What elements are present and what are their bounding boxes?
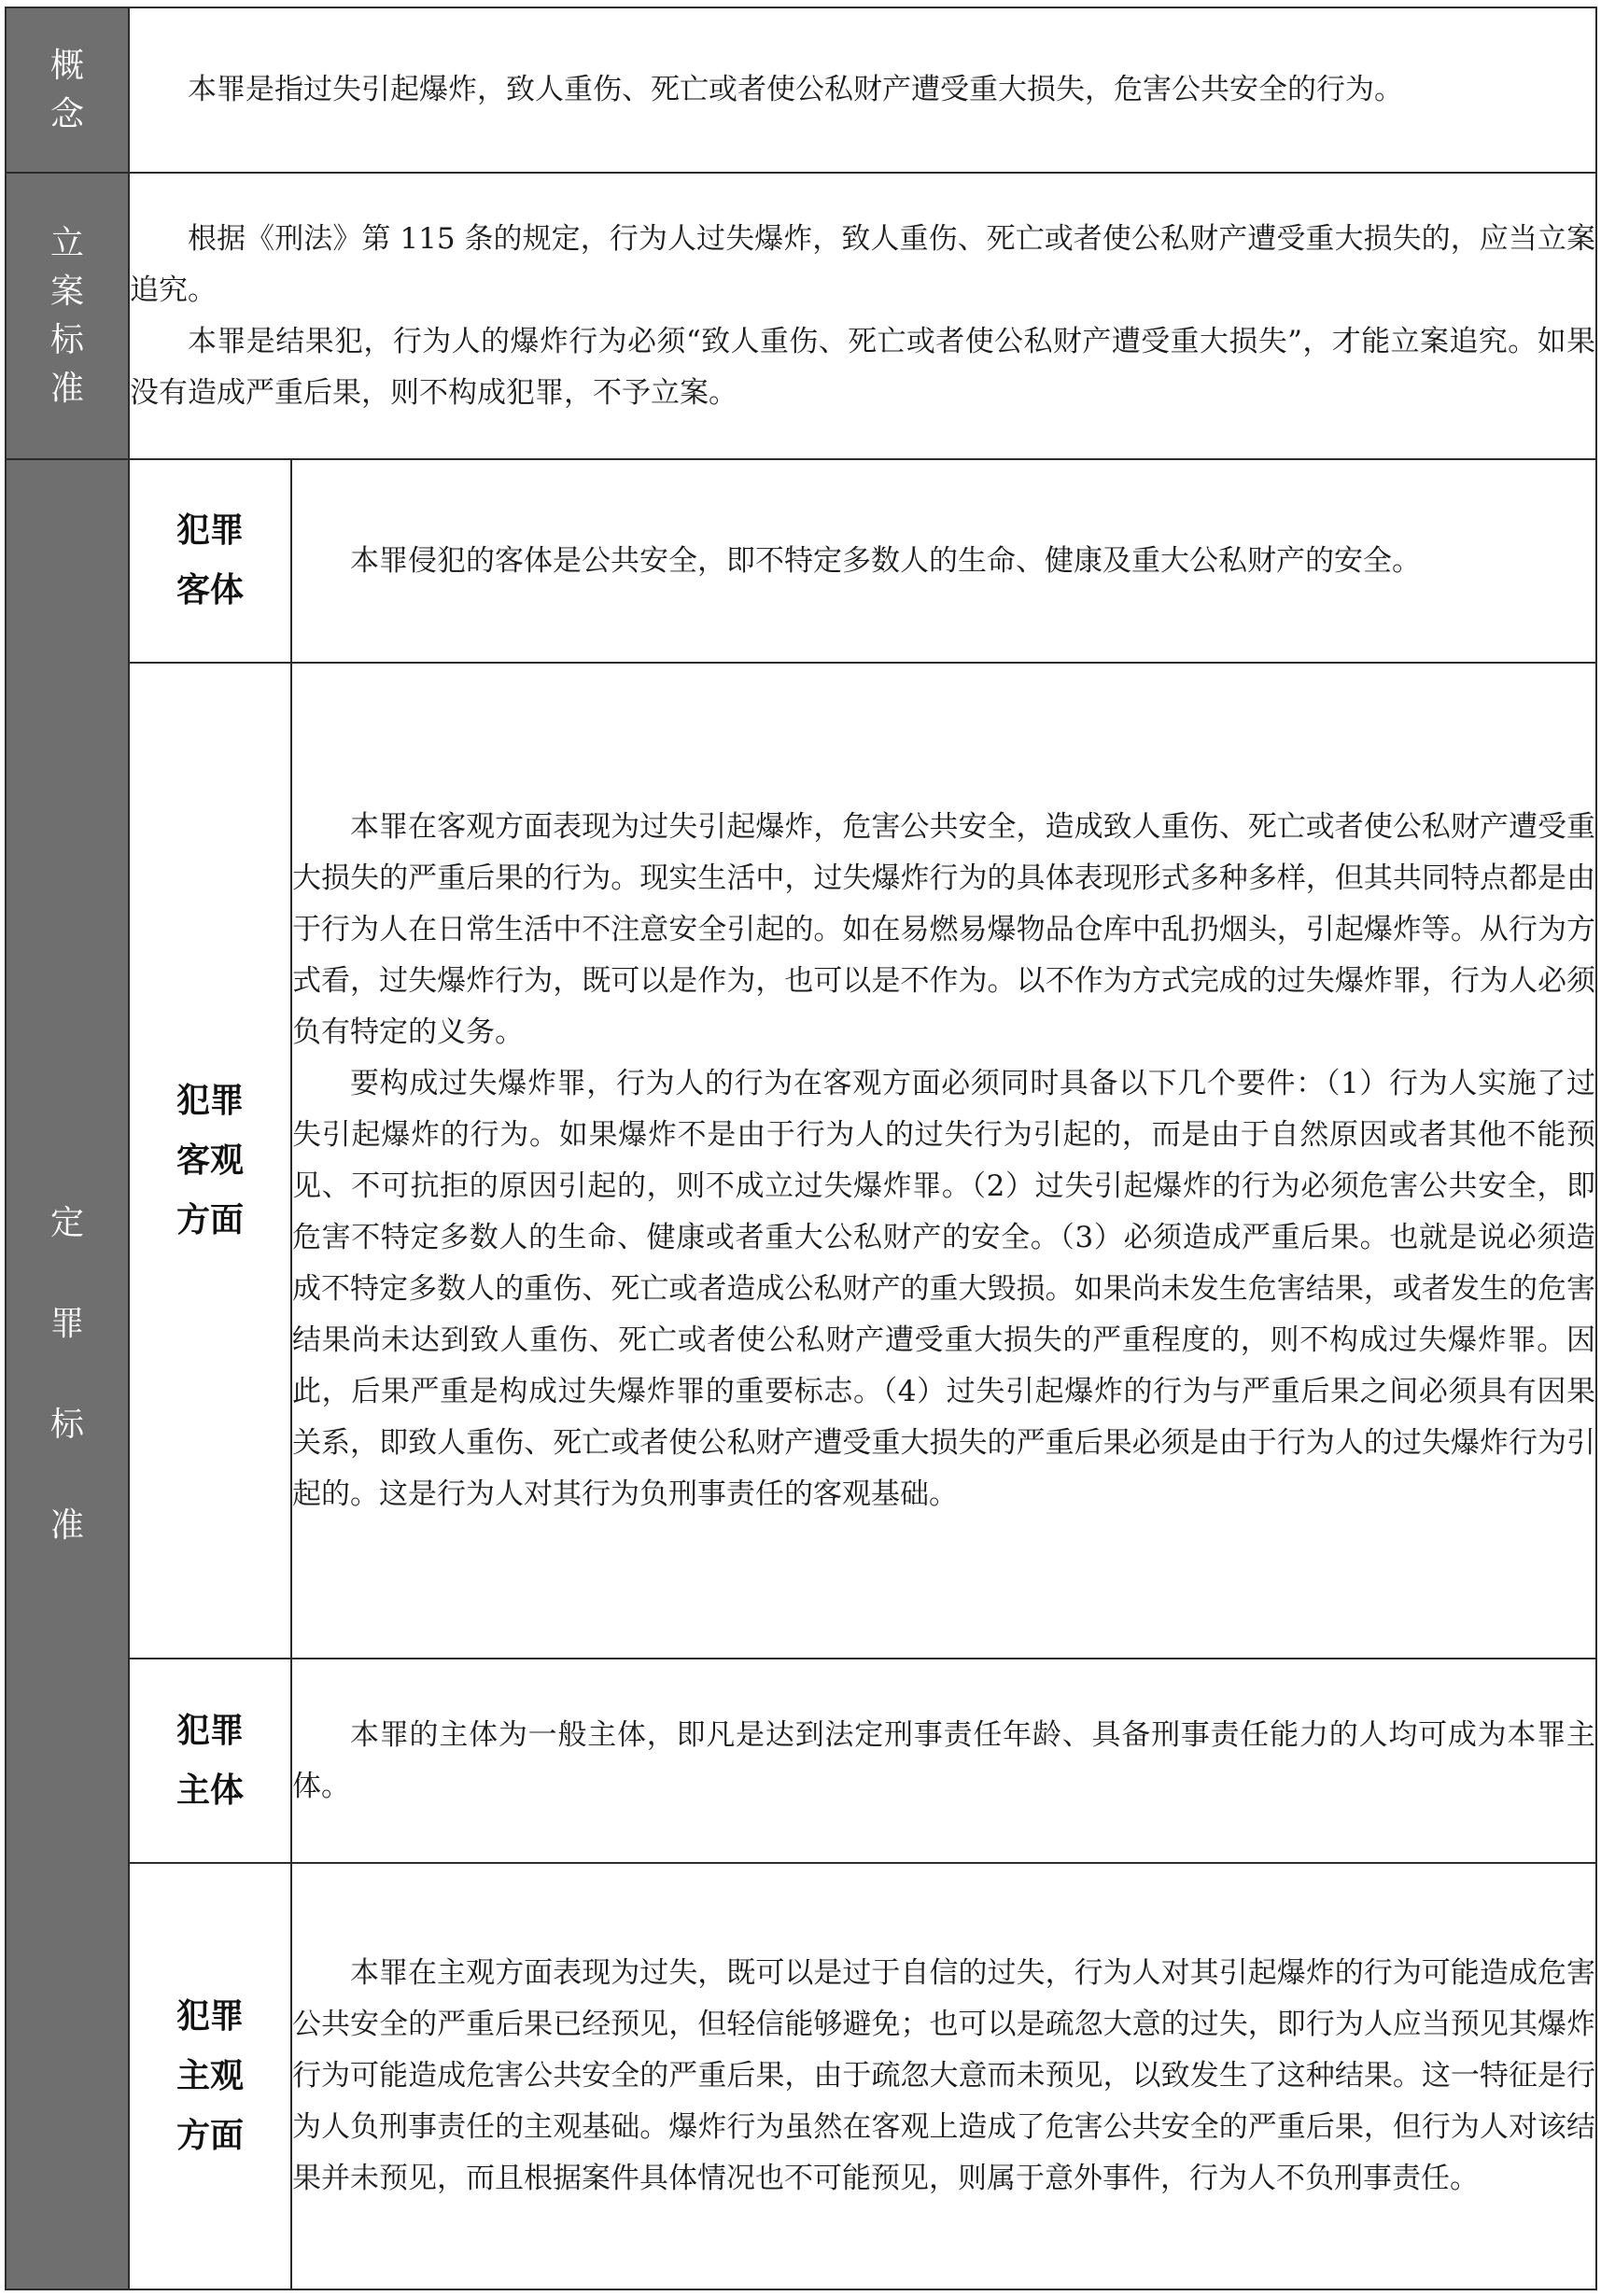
label-line: 主观	[176, 2056, 244, 2095]
paragraph: 本罪的主体为一般主体，即凡是达到法定刑事责任年龄、具备刑事责任能力的人均可成为本罪主体。	[292, 1717, 1595, 1803]
header-char: 罪	[49, 1304, 84, 1343]
paragraph: 本罪是指过失引起爆炸，致人重伤、死亡或者使公私财产遭受重大损失，危害公共安全的行为。	[188, 73, 1403, 106]
objective-aspect-label	[129, 663, 291, 1659]
paragraph: 本罪是结果犯，行为人的爆炸行为必须“致人重伤、死亡或者使公私财产遭受重大损失”，才能立案追究。如果没有造成严重后果，则不构成犯罪，不予立案。	[130, 324, 1595, 410]
paragraph: 要构成过失爆炸罪，行为人的行为在客观方面必须同时具备以下几个要件：（1）行为人实施了过失引起爆炸的行为。如果爆炸不是由于行为人的过失行为引起的，而是由于自然原因或者其他不能预见、不可抗拒的原因引起的，则不成立过失爆炸罪。（2）过失引起爆炸的行为必须危害公共安全，即危害不特定多数人的生命、健康或者重大公私财产的安全。（3）必须造成严重后果。也就是说必须造成不特定多数人的重伤、死亡或者造成公私财产的重大毁损。如果尚未发生危害结果，或者发生的危害结果尚未达到致人重伤、死亡或者使公私财产遭受重大损失的严重程度的，则不构成过失爆炸罪。因此，后果严重是构成过失爆炸罪的重要标志。（4）过失引起爆炸的行为与严重后果之间必须具有因果关系，即致人重伤、死亡或者使公私财产遭受重大损失的严重后果必须是由于行为人的过失爆炸行为引起的。这是行为人对其行为负刑事责任的客观基础。	[292, 1066, 1595, 1511]
subjective-aspect-label	[129, 1863, 291, 2289]
filing-standard-content	[129, 173, 1596, 459]
filing-standard-row	[6, 173, 1596, 459]
crime-standard-table	[5, 7, 1597, 2290]
header-char: 立	[49, 223, 84, 262]
crime-object-content	[291, 459, 1596, 663]
header-char: 标	[49, 320, 84, 359]
concept-header	[6, 7, 129, 173]
header-char: 定	[49, 1203, 84, 1242]
crime-object-label	[129, 459, 291, 663]
crime-subject-content	[291, 1659, 1596, 1863]
label-line: 主体	[176, 1771, 244, 1810]
header-char: 案	[49, 272, 84, 311]
header-char: 概	[49, 46, 84, 85]
label-line: 犯罪	[176, 1081, 244, 1120]
concept-content	[129, 7, 1596, 173]
label-line: 犯罪	[176, 1711, 244, 1750]
label-line: 犯罪	[176, 1996, 244, 2036]
label-line: 客观	[176, 1141, 244, 1180]
crime-subject-row	[6, 1659, 1596, 1863]
header-char: 念	[49, 94, 84, 133]
crime-subject-label	[129, 1659, 291, 1863]
paragraph: 本罪侵犯的客体是公共安全，即不特定多数人的生命、健康及重大公私财产的安全。	[350, 543, 1421, 578]
paragraph: 本罪在主观方面表现为过失，既可以是过于自信的过失，行为人对其引起爆炸的行为可能造成危害公共安全的严重后果已经预见，但轻信能够避免；也可以是疏忽大意的过失，即行为人应当预见其爆炸行为可能造成危害公共安全的严重后果，由于疏忽大意而未预见，以致发生了这种结果。这一特征是行为人负刑事责任的主观基础。爆炸行为虽然在客观上造成了危害公共安全的严重后果，但行为人对该结果并未预见，而且根据案件具体情况也不可能预见，则属于意外事件，行为人不负刑事责任。	[292, 1956, 1595, 2195]
header-char: 准	[49, 369, 84, 408]
objective-aspect-content	[291, 663, 1596, 1659]
objective-aspect-row	[6, 663, 1596, 1659]
crime-object-row	[6, 459, 1596, 663]
subjective-aspect-content	[291, 1863, 1596, 2289]
subjective-aspect-row	[6, 1863, 1596, 2289]
filing-standard-header	[6, 173, 129, 459]
label-line: 客体	[176, 571, 244, 609]
label-line: 犯罪	[176, 511, 244, 550]
header-char: 标	[49, 1405, 84, 1444]
header-char: 准	[49, 1505, 84, 1545]
label-line: 方面	[176, 1200, 244, 1239]
paragraph: 本罪在客观方面表现为过失引起爆炸，危害公共安全，造成致人重伤、死亡或者使公私财产遭受重大损失的严重后果的行为。现实生活中，过失爆炸行为的具体表现形式多种多样，但其共同特点都是由于行为人在日常生活中不注意安全引起的。如在易燃易爆物品仓库中乱扔烟头，引起爆炸等。从行为方式看，过失爆炸行为，既可以是作为，也可以是不作为。以不作为方式完成的过失爆炸罪，行为人必须负有特定的义务。	[292, 809, 1595, 1049]
concept-row	[6, 7, 1596, 173]
conviction-standard-header	[6, 459, 129, 2289]
label-line: 方面	[176, 2116, 244, 2155]
paragraph: 根据《刑法》第 115 条的规定，行为人过失爆炸，致人重伤、死亡或者使公私财产遭受重大损失的，应当立案追究。	[130, 221, 1595, 307]
